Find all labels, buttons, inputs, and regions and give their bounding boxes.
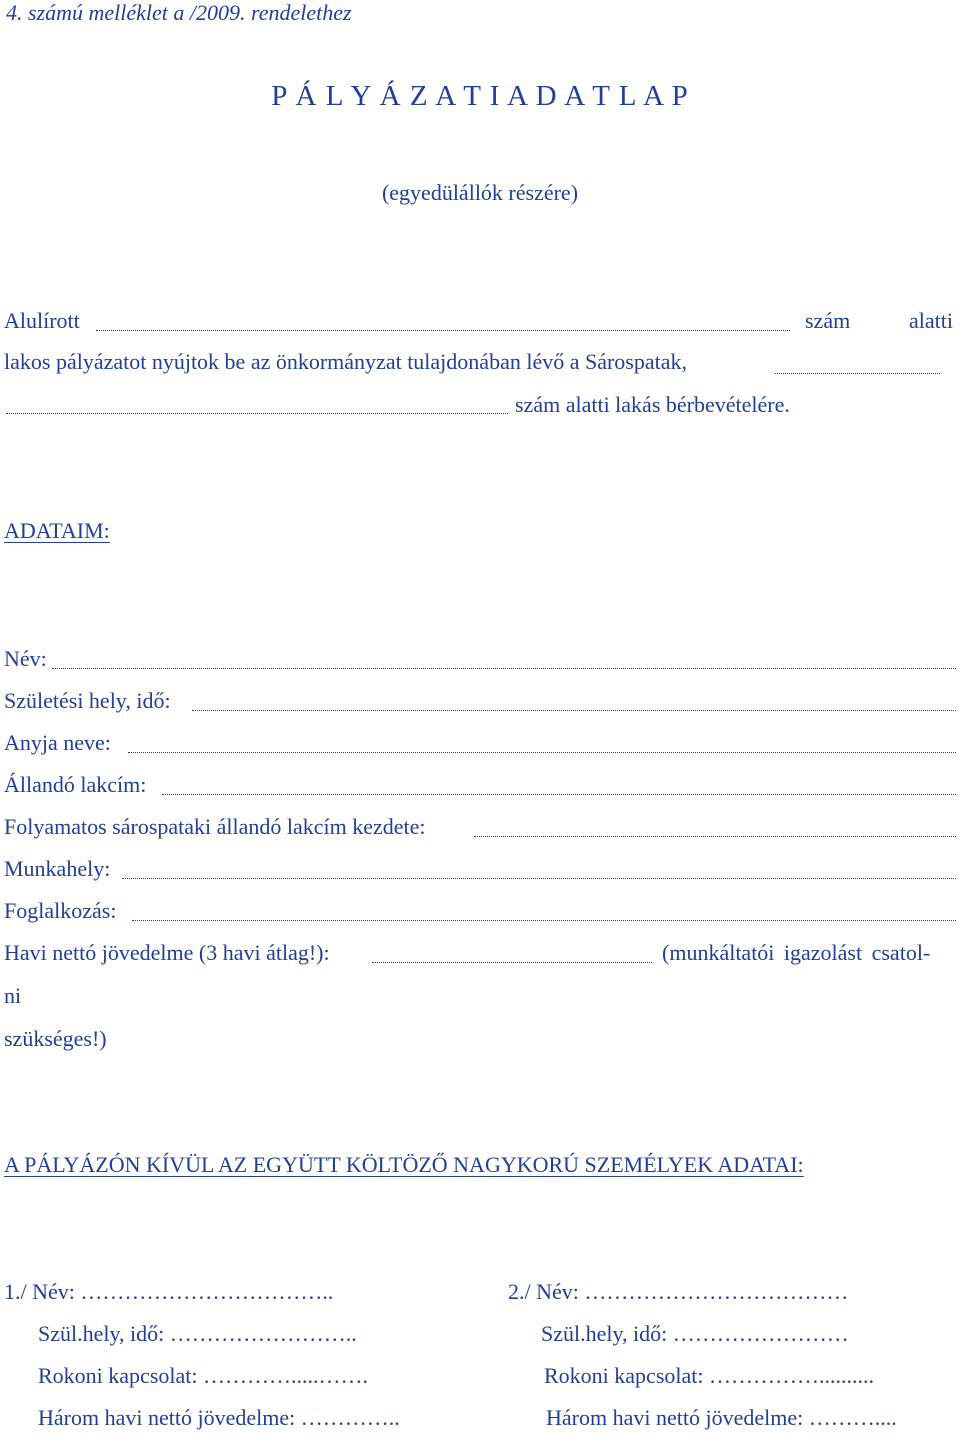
person2-nev: 2./ Név: ……………………………… <box>508 1279 849 1304</box>
lakcim-field[interactable] <box>162 794 956 795</box>
person2-szul: Szül.hely, idő: …………………… <box>541 1321 849 1346</box>
anyja-field[interactable] <box>128 752 956 753</box>
munkahely-field[interactable] <box>122 878 956 879</box>
section-adataim-heading: ADATAIM: <box>4 518 110 543</box>
label-nev: Név: <box>4 646 47 671</box>
folyamatos-field[interactable] <box>474 836 956 837</box>
szuletesi-field[interactable] <box>192 710 956 711</box>
label-lakcim: Állandó lakcím: <box>4 772 147 797</box>
document-title: P Á L Y Á Z A T I A D A T L A P <box>271 80 689 112</box>
name-blank[interactable] <box>96 330 790 331</box>
intro-line-3: szám alatti lakás bérbevételére. <box>515 392 790 417</box>
havi-note-end: szükséges!) <box>4 1026 107 1051</box>
person1-rokoni: Rokoni kapcsolat: ………….....……. <box>38 1363 368 1388</box>
street-blank[interactable] <box>775 373 940 374</box>
intro-szam: szám <box>805 308 851 333</box>
label-foglalkozas: Foglalkozás: <box>4 898 117 923</box>
annex-note: 4. számú melléklet a /2009. rendelethez <box>6 0 352 25</box>
person1-szul: Szül.hely, idő: …………………….. <box>38 1321 357 1346</box>
nev-field[interactable] <box>52 668 956 669</box>
label-anyja: Anyja neve: <box>4 730 111 755</box>
person1-havi: Három havi nettó jövedelme: ………….. <box>38 1405 400 1430</box>
street-number-blank[interactable] <box>6 413 508 414</box>
person1-nev: 1./ Név: …………………………….. <box>4 1279 334 1304</box>
foglalkozas-field[interactable] <box>132 920 956 921</box>
person2-havi: Három havi nettó jövedelme: ……….... <box>546 1405 897 1430</box>
person2-rokoni: Rokoni kapcsolat: …………….......... <box>544 1363 874 1388</box>
intro-alulirott: Alulírott <box>4 308 80 333</box>
label-munkahely: Munkahely: <box>4 856 111 881</box>
label-szuletesi: Születési hely, idő: <box>4 688 171 713</box>
intro-line-2: lakos pályázatot nyújtok be az önkormányzat tulajdonában lévő a Sárospatak, <box>4 349 687 374</box>
intro-alatti: alatti <box>909 308 953 333</box>
document-subtitle: (egyedülállók részére) <box>381 180 579 205</box>
havi-note-cont: ni <box>4 983 22 1008</box>
section-egyutt-heading: A PÁLYÁZÓN KÍVÜL AZ EGYÜTT KÖLTÖZŐ NAGYKORÚ SZEMÉLYEK ADATAI: <box>4 1152 804 1177</box>
havi-note: (munkáltatói igazolást csatol- <box>662 940 931 965</box>
label-folyamatos: Folyamatos sárospataki állandó lakcím kezdete: <box>4 814 426 839</box>
havi-field[interactable] <box>372 962 652 963</box>
label-havi: Havi nettó jövedelme (3 havi átlag!): <box>4 940 330 965</box>
